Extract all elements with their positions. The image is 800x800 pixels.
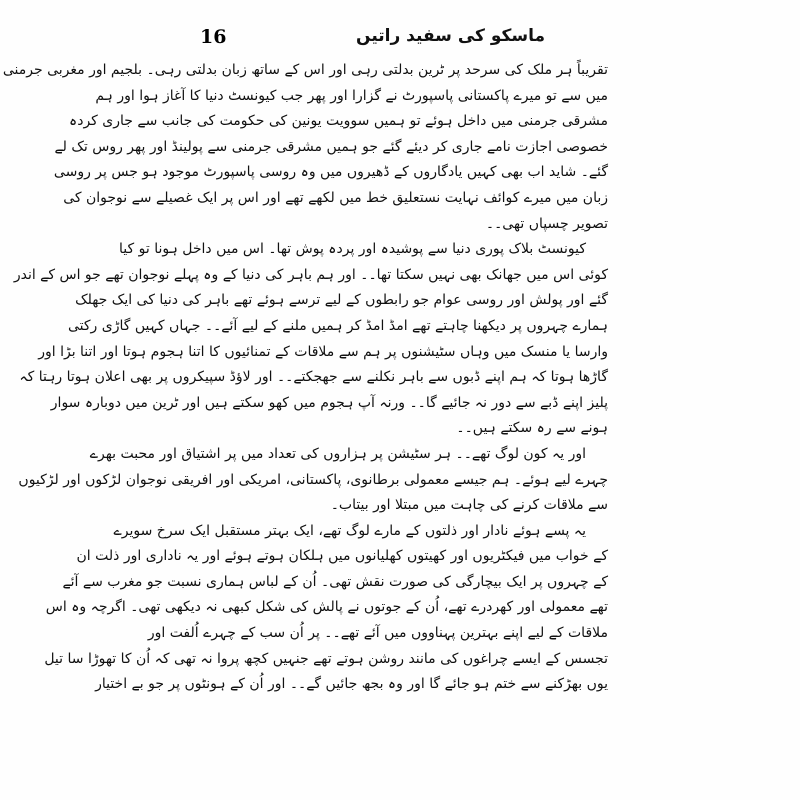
paragraph [18,442,608,519]
text-line: اور یہ کون لوگ تھے۔۔ ہر سٹیشن پر ہزاروں کی تعداد میں پر اشتیاق اور محبت بھرے [89,445,586,462]
body-text [2,58,608,698]
text-line: ہمارے چہروں پر دیکھنا چاہتے تھے امڈ امڈ کر ہمیں ملنے کے لیے آئے۔۔ جہاں کہیں گاڑی رکتی [67,317,608,334]
text-line: ہونے سے رہ سکتے ہیں۔۔ [456,420,608,437]
text-line: کے خواب میں فیکٹریوں اور کھیتوں کھلیانوں میں ہلکان ہوتے ہوئے اور یہ ناداری اور ذلت ان [76,548,608,565]
text-line: مشرقی جرمنی میں داخل ہوئے تو ہمیں سوویت یونین کی حکومت کی جانب سے جاری کردہ [69,113,608,130]
paragraph [2,58,608,237]
text-line: تجسس کے ایسے چراغوں کی مانند روشن ہوتے تھے جنہیں کچھ پروا نہ تھی کہ اُن کا تھوڑا سا تیل [44,650,608,667]
text-line: سے ملاقات کرنے کی چاہت میں مبتلا اور بیتاب۔ [330,497,608,514]
text-line: میں سے تو میرے پاکستانی پاسپورٹ نے گزارا اور پھر جب کیونسٹ دنیا کا آغاز ہوا اور ہم [95,87,608,104]
text-line: تھے معمولی اور کھردرے تھے، اُن کے جوتوں نے پالش کی شکل کبھی نہ دیکھی تھی۔ اگرچہ وہ اس [45,599,608,616]
text-line: وارسا یا منسک میں وہاں سٹیشنوں پر ہم سے ملاقات کے تمنائیوں کا اتنا ہجوم ہوتا اور اتنا بڑا اور [38,343,608,360]
text-line: کوئی اس میں جھانک بھی نہیں سکتا تھا۔۔ اور ہم باہر کی دنیا کے وہ پہلے نوجوان تھے جو اس کے اندر [13,266,608,283]
page-number: 16 [200,26,227,48]
text-line: گئے۔ شاید اب بھی کہیں یادگاروں کے ڈھیروں میں وہ روسی پاسپورٹ موجود ہو جس پر روسی [53,164,608,181]
paragraph [13,237,608,442]
text-line: کے چہروں پر ایک بیچارگی کی صورت نقش تھی۔ اُن کے لباس ہماری نسبت جو مغرب سے آئے [62,573,608,590]
text-line: چہرے لیے ہوئے۔ ہم جیسے معمولی برطانوی، پاکستانی، امریکی اور افریقی نوجوان لڑکوں اور لڑکیوں [18,471,608,488]
text-line: خصوصی اجازت نامے جاری کر دیئے گئے جو ہمیں مشرقی جرمنی سے پولینڈ اور پھر روس تک لے [54,138,608,155]
running-head-title: ماسکو کی سفید راتیں [356,26,545,46]
text-line: یوں بھڑکنے سے ختم ہو جائے گا اور وہ بجھ جائیں گے۔۔ اور اُن کے ہونٹوں پر جو بے اختیار [95,676,608,693]
text-line: یہ پسے ہوئے نادار اور ذلتوں کے مارے لوگ تھے، ایک بہتر مستقبل ایک سرخ سویرے [113,522,586,539]
text-line: زبان میں میرے کوائف نہایت نستعلیق خط میں لکھے تھے اور اس پر ایک غصیلے سے نوجوان کی [63,189,608,206]
text-line: تقریباً ہر ملک کی سرحد پر ٹرین بدلتی رہی اور اس کے ساتھ زبان بدلتی رہی۔ بلجیم اور مغربی جرمنی [2,62,608,78]
text-line: تصویر چسپاں تھی۔۔ [485,215,608,232]
text-line: گئے اور پولش اور روسی عوام جو رابطوں کے لیے ترسے ہوئے تھے باہر کی دنیا کی ایک جھلک [75,292,608,309]
text-line: ملاقات کے لیے اپنے بہترین پہناووں میں آئے تھے۔۔ پر اُن سب کے چہرے اُلفت اور [147,625,608,642]
text-line: کیونسٹ بلاک پوری دنیا سے پوشیدہ اور پردہ پوش تھا۔ اس میں داخل ہونا تو کیا [119,241,586,258]
paragraph [44,519,608,698]
text-line: پلیز اپنے ڈبے سے دور نہ جائیے گا۔۔ ورنہ آپ ہجوم میں کھو سکتے ہیں اور ٹرین میں دوبارہ سوار [50,394,608,411]
text-line: گاڑھا ہوتا کہ ہم اپنے ڈبوں سے باہر نکلنے سے جھجکتے۔۔ اور لاؤڈ سپیکروں پر بھی اعلان ہوتا رہتا کہ [19,369,608,386]
